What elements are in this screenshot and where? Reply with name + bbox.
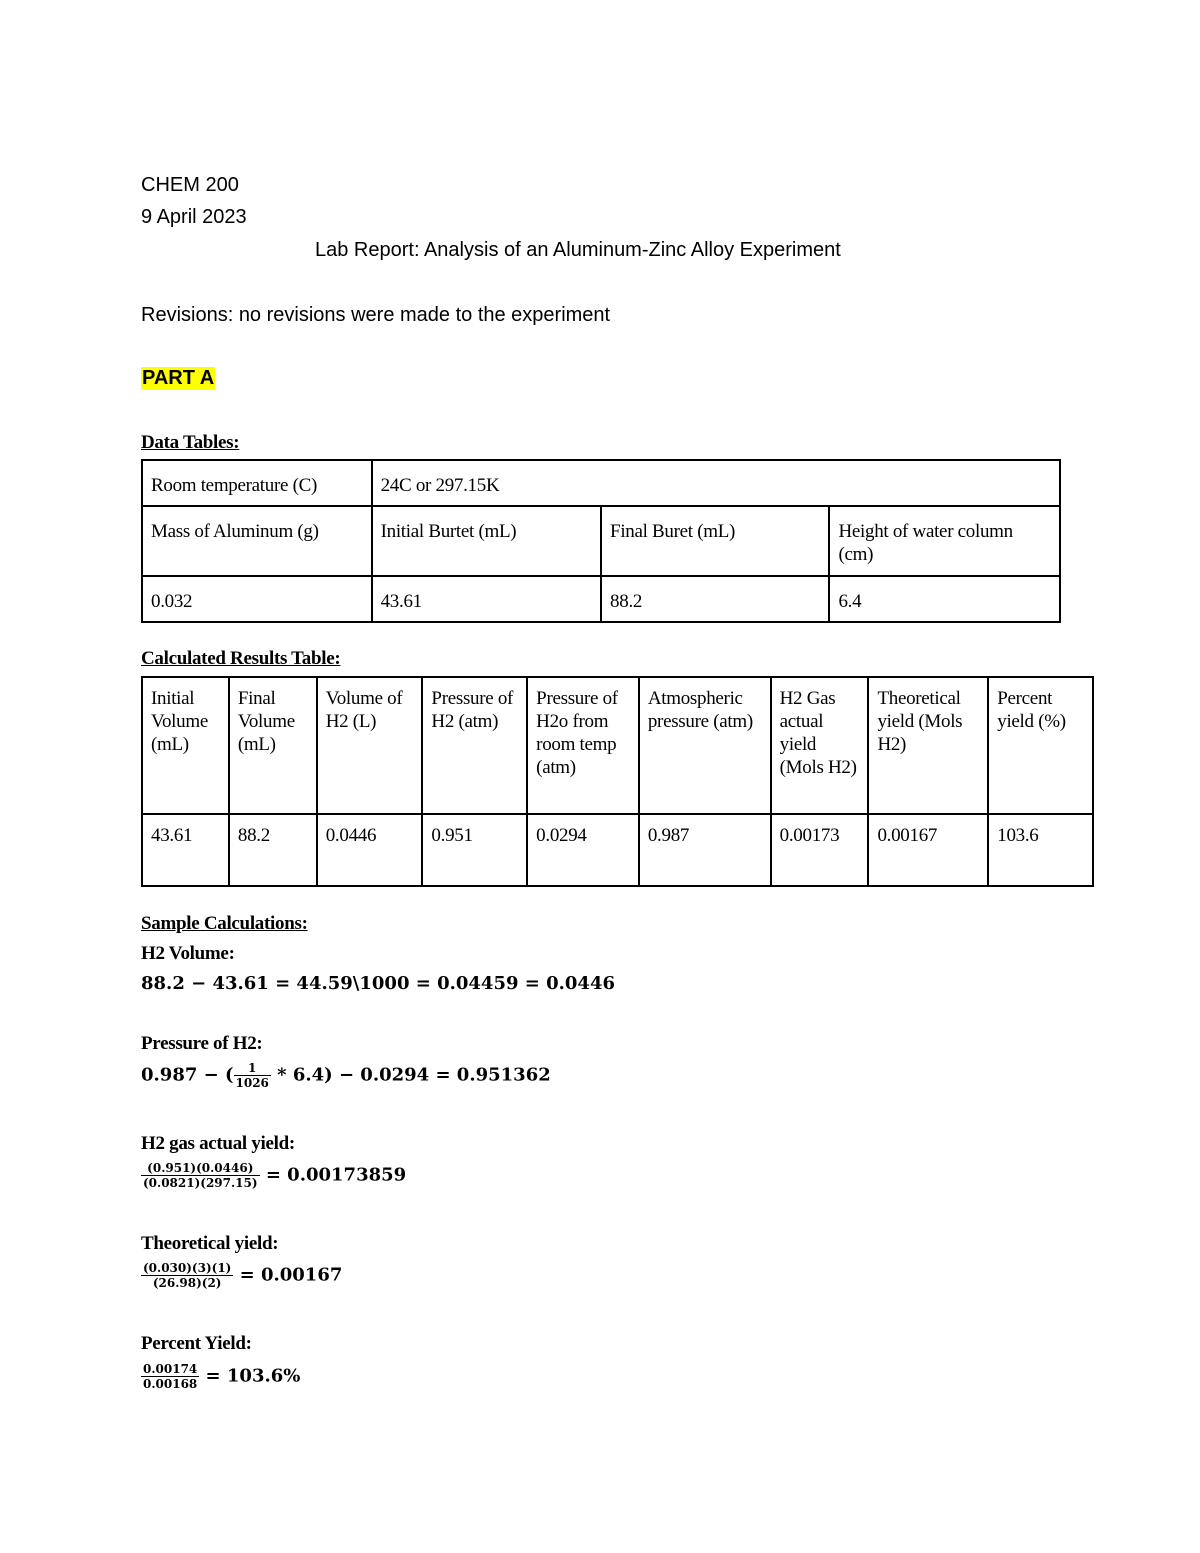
fraction-numerator: (0.951)(0.0446) bbox=[141, 1161, 260, 1176]
actual-yield-equation bbox=[141, 1161, 406, 1190]
table-header-cell: Mass of Aluminum (g) bbox=[142, 506, 372, 576]
table-header-cell: Final Buret (mL) bbox=[601, 506, 829, 576]
h2-volume-equation: 88.2 − 43.61 = 44.59\1000 = 0.04459 = 0.0446 bbox=[141, 973, 616, 994]
room-temp-value: 24C or 297.15K bbox=[372, 460, 1060, 506]
sample-calculations-heading: Sample Calculations: bbox=[141, 913, 308, 934]
table-header-cell: Pressure of H2o from room temp (atm) bbox=[527, 677, 639, 814]
theoretical-yield-equation bbox=[141, 1261, 342, 1290]
table-header-cell: Height of water column (cm) bbox=[829, 506, 1060, 576]
data-tables-heading: Data Tables: bbox=[141, 432, 240, 453]
room-temp-label: Room temperature (C) bbox=[142, 460, 372, 506]
fraction-denominator: (26.98)(2) bbox=[152, 1276, 222, 1290]
theoretical-yield-label: Theoretical yield: bbox=[141, 1233, 279, 1254]
pressure-h2-label: Pressure of H2: bbox=[141, 1033, 263, 1054]
table-cell: 0.00167 bbox=[868, 814, 988, 886]
equation-prefix: 0.987 − ( bbox=[141, 1064, 234, 1086]
table-cell: 0.0446 bbox=[317, 814, 423, 886]
table-cell: 0.00173 bbox=[771, 814, 869, 886]
table-cell: 0.987 bbox=[639, 814, 771, 886]
actual-yield-label: H2 gas actual yield: bbox=[141, 1133, 295, 1154]
fraction-denominator: 1026 bbox=[235, 1076, 269, 1090]
table-row bbox=[142, 576, 1060, 622]
fraction-denominator: (0.0821)(297.15) bbox=[143, 1176, 258, 1190]
table-cell: 103.6 bbox=[988, 814, 1093, 886]
fraction bbox=[141, 1261, 233, 1290]
table-cell: 0.032 bbox=[142, 576, 372, 622]
equation-suffix: * 6.4) − 0.0294 = 0.951362 bbox=[270, 1064, 551, 1086]
fraction bbox=[141, 1362, 199, 1391]
table-row bbox=[142, 814, 1093, 886]
equation-result: = 0.00167 bbox=[233, 1264, 343, 1286]
table-cell: 43.61 bbox=[142, 814, 229, 886]
table-header-cell: Volume of H2 (L) bbox=[317, 677, 423, 814]
pressure-h2-equation bbox=[141, 1061, 551, 1090]
fraction bbox=[141, 1161, 260, 1190]
percent-yield-label: Percent Yield: bbox=[141, 1333, 252, 1354]
table-cell: 88.2 bbox=[229, 814, 317, 886]
table-row bbox=[142, 460, 1060, 506]
results-table-heading: Calculated Results Table: bbox=[141, 648, 341, 669]
data-table bbox=[141, 459, 1061, 623]
table-header-cell: Percent yield (%) bbox=[988, 677, 1093, 814]
table-header-cell: Atmospheric pressure (atm) bbox=[639, 677, 771, 814]
course-name: CHEM 200 bbox=[141, 174, 239, 196]
table-cell: 0.0294 bbox=[527, 814, 639, 886]
revisions-note: Revisions: no revisions were made to the experiment bbox=[141, 304, 611, 326]
table-header-cell: Pressure of H2 (atm) bbox=[422, 677, 527, 814]
results-table bbox=[141, 676, 1094, 887]
equation-result: = 103.6% bbox=[199, 1365, 301, 1387]
table-cell: 0.951 bbox=[422, 814, 527, 886]
table-cell: 43.61 bbox=[372, 576, 601, 622]
report-date: 9 April 2023 bbox=[141, 206, 247, 228]
part-a-heading: PART A bbox=[142, 367, 215, 389]
h2-volume-label: H2 Volume: bbox=[141, 943, 235, 964]
percent-yield-equation bbox=[141, 1362, 300, 1391]
table-cell: 88.2 bbox=[601, 576, 829, 622]
table-cell: 6.4 bbox=[829, 576, 1060, 622]
table-header-cell: Initial Burtet (mL) bbox=[372, 506, 601, 576]
table-row bbox=[142, 677, 1093, 814]
table-header-cell: Initial Volume (mL) bbox=[142, 677, 229, 814]
fraction-numerator: 1 bbox=[234, 1061, 271, 1076]
table-header-cell: H2 Gas actual yield (Mols H2) bbox=[771, 677, 869, 814]
fraction-numerator: 0.00174 bbox=[143, 1362, 198, 1376]
table-row bbox=[142, 506, 1060, 576]
report-title: Lab Report: Analysis of an Aluminum-Zinc Alloy Experiment bbox=[315, 239, 841, 261]
fraction-numerator: (0.030)(3)(1) bbox=[143, 1261, 232, 1275]
fraction bbox=[234, 1061, 271, 1090]
table-header-cell: Final Volume (mL) bbox=[229, 677, 317, 814]
fraction-denominator: 0.00168 bbox=[143, 1377, 198, 1391]
equation-result: = 0.00173859 bbox=[259, 1164, 407, 1186]
table-header-cell: Theoretical yield (Mols H2) bbox=[868, 677, 988, 814]
